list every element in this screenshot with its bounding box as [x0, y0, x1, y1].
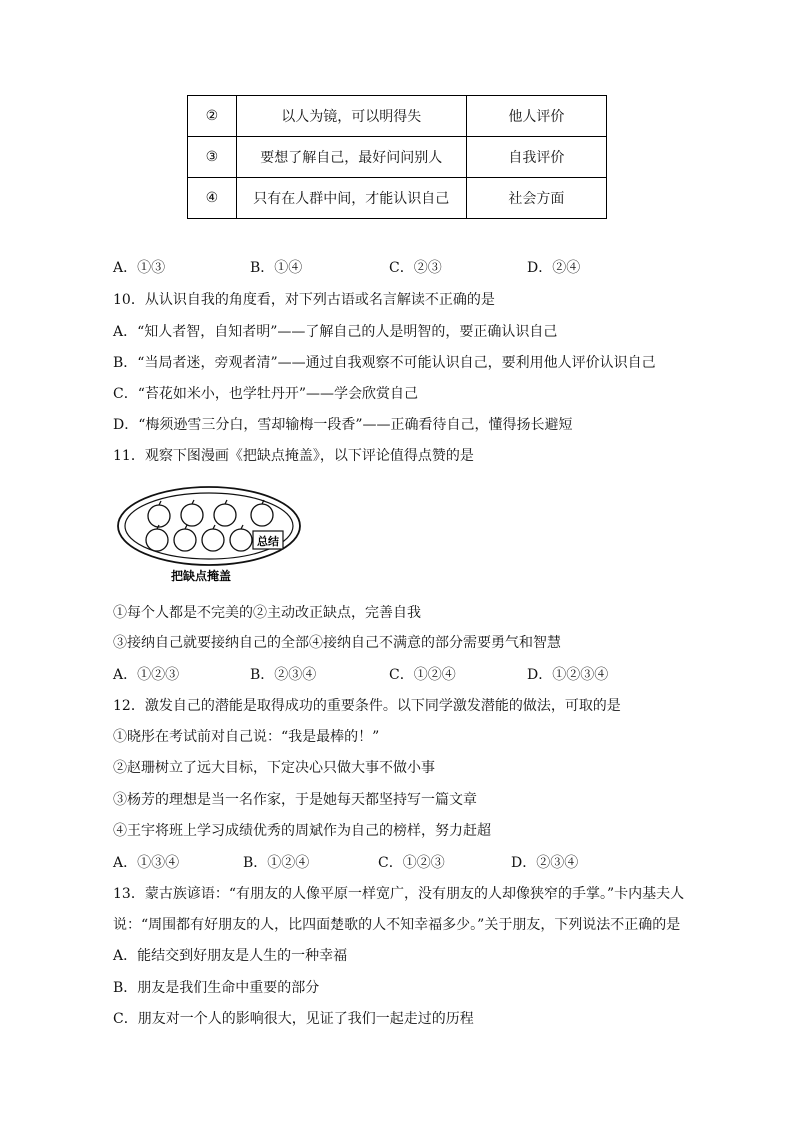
row-statement: 以人为镜，可以明得失 [236, 96, 466, 137]
q13-stem-line2: 说：“周围都有好朋友的人，比四面楚歌的人不知幸福多少。”关于朋友，下列说法不正确的是 [113, 917, 681, 933]
apple [214, 504, 236, 526]
apple [174, 529, 196, 551]
q11-statements-1: ①每个人都是不完美的②主动改正缺点，完善自我 [113, 605, 421, 621]
cartoon-caption: 把缺点掩盖 [170, 569, 232, 583]
apple [230, 529, 252, 551]
q12-stem: 12．激发自己的潜能是取得成功的重要条件。以下同学激发潜能的做法，可取的是 [113, 698, 621, 714]
q13-option-a[interactable]: A．能结交到好朋友是人生的一种幸福 [113, 948, 348, 964]
q12-statement-4: ④王宇将班上学习成绩优秀的周斌作为自己的榜样，努力赶超 [113, 823, 491, 839]
q12-option-d[interactable]: D．②③④ [511, 855, 579, 871]
apple [146, 529, 168, 551]
apple [181, 504, 203, 526]
q11-options [113, 665, 673, 685]
q13-option-b[interactable]: B．朋友是我们生命中重要的部分 [113, 980, 320, 996]
q9-option-d[interactable]: D．②④ [527, 260, 581, 276]
q12-statement-2: ②赵珊树立了远大目标，下定决心只做大事不做小事 [113, 760, 435, 776]
q12-option-c[interactable]: C．①②③ [378, 855, 445, 871]
q11-option-c[interactable]: C．①②④ [389, 667, 456, 683]
row-number: ④ [188, 178, 237, 219]
q9-option-a[interactable]: A．①③ [113, 260, 166, 276]
q9-option-b[interactable]: B．①④ [250, 260, 303, 276]
row-statement: 要想了解自己，最好问问别人 [236, 137, 466, 178]
summary-tag-label: 总结 [257, 535, 279, 548]
q10-option-d[interactable]: D．“梅须逊雪三分白，雪却输梅一段香”——正确看待自己，懂得扬长避短 [113, 417, 573, 433]
q9-options [113, 258, 673, 278]
q9-option-c[interactable]: C．②③ [389, 260, 442, 276]
apple [251, 504, 273, 526]
row-category: 自我评价 [466, 137, 606, 178]
q11-stem: 11．观察下图漫画《把缺点掩盖》，以下评论值得点赞的是 [113, 448, 474, 464]
q10-option-c[interactable]: C．“苔花如米小，也学牡丹开”——学会欣赏自己 [113, 386, 419, 402]
q10-stem: 10．从认识自我的角度看，对下列古语或名言解读不正确的是 [113, 292, 495, 308]
statement-table [187, 95, 607, 219]
q12-options [113, 853, 673, 873]
table-row [188, 178, 607, 219]
q12-option-a[interactable]: A．①③④ [113, 855, 180, 871]
q10-option-a[interactable]: A．“知人者智，自知者明”——了解自己的人是明智的，要正确认识自己 [113, 324, 558, 340]
q13-option-c[interactable]: C．朋友对一个人的影响很大，见证了我们一起走过的历程 [113, 1011, 474, 1027]
apple [202, 529, 224, 551]
q11-option-b[interactable]: B．②③④ [250, 667, 317, 683]
row-category: 他人评价 [466, 96, 606, 137]
q12-statement-1: ①晓彤在考试前对自己说：“我是最棒的！” [113, 729, 380, 745]
q12-option-b[interactable]: B．①②④ [243, 855, 310, 871]
apple [148, 505, 170, 527]
row-statement: 只有在人群中间，才能认识自己 [236, 178, 466, 219]
row-number: ② [188, 96, 237, 137]
q12-statement-3: ③杨芳的理想是当一名作家，于是她每天都坚持写一篇文章 [113, 792, 477, 808]
apple-stems [157, 500, 264, 529]
row-number: ③ [188, 137, 237, 178]
table-row [188, 96, 607, 137]
cartoon-hiding-flaws [115, 484, 303, 584]
q11-option-d[interactable]: D．①②③④ [527, 667, 609, 683]
q10-option-b[interactable]: B．“当局者迷，旁观者清”——通过自我观察不可能认识自己，要利用他人评价认识自己 [113, 355, 656, 371]
q11-option-a[interactable]: A．①②③ [113, 667, 180, 683]
row-category: 社会方面 [466, 178, 606, 219]
q11-statements-2: ③接纳自己就要接纳自己的全部④接纳自己不满意的部分需要勇气和智慧 [113, 635, 561, 651]
plate-outer [118, 487, 300, 565]
q13-stem-line1: 13．蒙古族谚语：“有朋友的人像平原一样宽广，没有朋友的人却像狭窄的手掌。”卡内基夫人 [113, 886, 685, 902]
table-row [188, 137, 607, 178]
